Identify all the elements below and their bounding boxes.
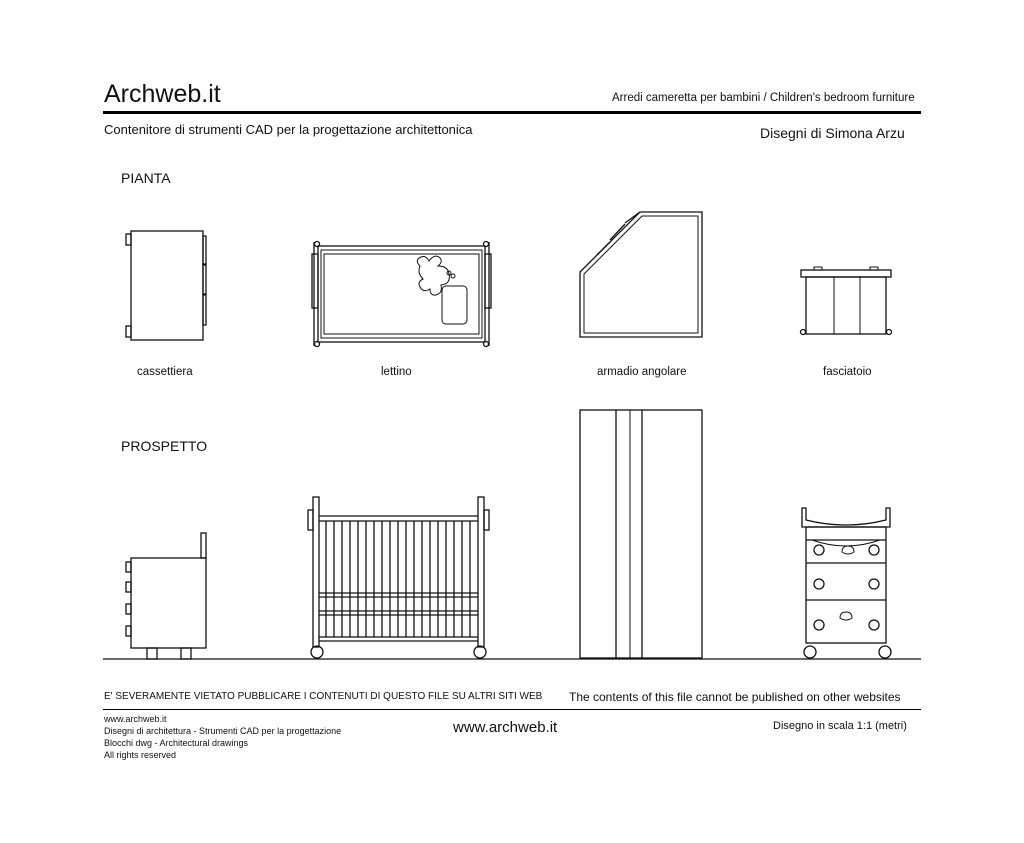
site-subtitle: Contenitore di strumenti CAD per la progettazione architettonica (104, 122, 473, 137)
elevation-armadio-angolare (580, 410, 702, 658)
elevation-section-title: PROSPETTO (121, 438, 208, 454)
copyright-warning-it: E' SEVERAMENTE VIETATO PUBBLICARE I CONTENUTI DI QUESTO FILE SU ALTRI SITI WEB (104, 691, 543, 702)
plan-cassettiera (126, 231, 206, 340)
footer-info-line-3: Blocchi dwg - Architectural drawings (104, 738, 249, 748)
plan-armadio-angolare (580, 212, 702, 337)
footer-info-line-2: Disegni di architettura - Strumenti CAD per la progettazione (104, 726, 342, 736)
footer-info-line-4: All rights reserved (104, 750, 177, 760)
drawing-category: Arredi cameretta per bambini / Children's bedroom furniture (612, 92, 915, 104)
plan-fasciatoio (801, 267, 892, 335)
copyright-warning-en: The contents of this file cannot be published on other websites (569, 690, 901, 704)
plan-section-title: PIANTA (121, 170, 171, 186)
plan-lettino (312, 242, 491, 347)
author-credit: Disegni di Simona Arzu (760, 125, 905, 141)
elevation-cassettiera (126, 533, 206, 659)
label-fasciatoio: fasciatoio (823, 366, 872, 378)
drawing-scale: Disegno in scala 1:1 (metri) (773, 720, 907, 732)
footer-website-link[interactable]: www.archweb.it (453, 719, 558, 736)
label-lettino: lettino (381, 366, 412, 378)
label-armadio-angolare: armadio angolare (597, 366, 687, 378)
footer-info-line-1: www.archweb.it (104, 714, 167, 724)
elevation-fasciatoio (802, 508, 891, 658)
footer-rule (103, 709, 921, 710)
elevation-lettino (308, 497, 489, 658)
site-logo: Archweb.it (104, 80, 221, 108)
label-cassettiera: cassettiera (137, 366, 193, 378)
